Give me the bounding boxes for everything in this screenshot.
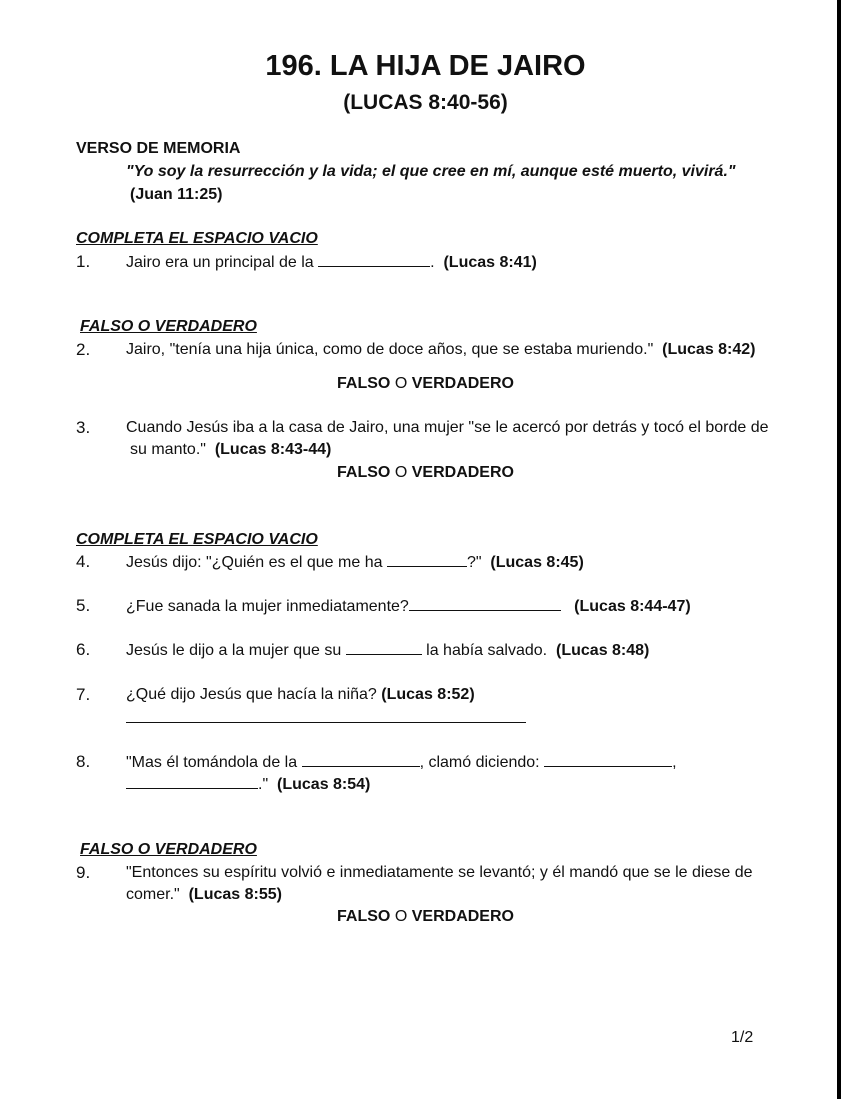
question-8-text: "Mas él tomándola de la: [126, 754, 298, 771]
question-8-ref: (Lucas 8:54): [277, 776, 371, 793]
question-6-text: Jesús le dijo a la mujer que su: [126, 642, 342, 659]
question-9-number: 9.: [76, 863, 91, 882]
section-fill-in-2: COMPLETA EL ESPACIO VACIO: [76, 531, 318, 548]
question-4-after: ?": [466, 554, 482, 571]
question-8-blank-1[interactable]: [302, 753, 420, 767]
question-4-text: Jesús dijo: "¿Quién es el que me ha: [126, 554, 383, 571]
choice-o: O: [394, 464, 408, 481]
question-1-after: .: [430, 254, 435, 271]
question-7-answer-line[interactable]: [126, 722, 526, 723]
question-9-line2-text: comer.": [126, 886, 180, 903]
question-5-number: 5.: [76, 596, 91, 615]
memory-verse-reference: (Juan 11:25): [130, 186, 223, 203]
page-edge-border: [837, 0, 841, 1099]
question-2-text: Jairo, "tenía una hija única, como de doce años, que se estaba muriendo.": [126, 341, 654, 358]
question-5: [126, 597, 691, 616]
question-3-ref: (Lucas 8:43-44): [214, 441, 332, 458]
choice-verdadero: VERDADERO: [411, 464, 514, 481]
question-8-blank-3[interactable]: [126, 775, 258, 789]
question-7: [126, 686, 475, 704]
question-9-true-false[interactable]: [0, 908, 851, 926]
question-1-blank[interactable]: [318, 253, 430, 267]
question-3-line2-text: su manto.": [130, 441, 206, 458]
question-1-text: Jairo era un principal de la: [126, 254, 314, 271]
question-9-line2: [126, 886, 282, 904]
question-9-line1: "Entonces su espíritu volvió e inmediatamente se levantó; y él mandó que se le diese de: [126, 864, 753, 881]
question-5-text: ¿Fue sanada la mujer inmediatamente?: [126, 598, 409, 615]
choice-falso: FALSO: [337, 375, 391, 392]
page-title: 196. LA HIJA DE JAIRO: [265, 50, 586, 82]
section-true-false-1: FALSO O VERDADERO: [80, 318, 257, 335]
question-7-text: ¿Qué dijo Jesús que hacía la niña?: [126, 686, 377, 703]
section-true-false-2: FALSO O VERDADERO: [80, 841, 257, 858]
question-6: [126, 641, 649, 660]
question-2: [126, 341, 756, 359]
section-fill-in-1: COMPLETA EL ESPACIO VACIO: [76, 230, 318, 247]
question-4-number: 4.: [76, 552, 91, 571]
question-6-blank[interactable]: [346, 641, 422, 655]
question-1-ref: (Lucas 8:41): [443, 254, 537, 271]
question-3-number: 3.: [76, 418, 91, 437]
choice-verdadero: VERDADERO: [411, 375, 514, 392]
question-2-true-false[interactable]: [0, 375, 851, 393]
question-8-line2-after: .": [258, 776, 269, 793]
question-4-blank[interactable]: [387, 553, 467, 567]
question-1-number: 1.: [76, 252, 91, 271]
question-7-number: 7.: [76, 685, 91, 704]
choice-falso: FALSO: [337, 908, 391, 925]
question-8-blank-2[interactable]: [544, 753, 672, 767]
question-5-ref: (Lucas 8:44-47): [574, 598, 691, 615]
question-9-ref: (Lucas 8:55): [188, 886, 282, 903]
question-6-ref: (Lucas 8:48): [556, 642, 650, 659]
question-5-blank[interactable]: [409, 597, 561, 611]
question-3-line2: [130, 441, 331, 459]
question-4: [126, 553, 584, 572]
question-8-number: 8.: [76, 752, 91, 771]
question-8-line2: [126, 775, 370, 794]
question-4-ref: (Lucas 8:45): [490, 554, 584, 571]
choice-o: O: [394, 375, 408, 392]
question-6-after: la había salvado.: [426, 642, 548, 659]
page-subtitle: (LUCAS 8:40-56): [343, 91, 508, 114]
memory-verse-label: VERSO DE MEMORIA: [76, 140, 241, 157]
question-3-true-false[interactable]: [0, 464, 851, 482]
choice-o: O: [394, 908, 408, 925]
question-2-number: 2.: [76, 340, 91, 359]
question-8-line1: [126, 753, 677, 772]
question-6-number: 6.: [76, 640, 91, 659]
question-3-line1: Cuando Jesús iba a la casa de Jairo, una mujer "se le acercó por detrás y tocó el borde de: [126, 419, 769, 436]
choice-verdadero: VERDADERO: [411, 908, 514, 925]
question-2-ref: (Lucas 8:42): [662, 341, 756, 358]
memory-verse-text: "Yo soy la resurrección y la vida; el que cree en mí, aunque esté muerto, vivirá.": [126, 163, 736, 180]
question-7-ref: (Lucas 8:52): [381, 686, 475, 703]
question-8-mid: , clamó diciendo:: [419, 754, 540, 771]
question-1: [126, 253, 537, 272]
page-number: 1/2: [731, 1029, 754, 1046]
choice-falso: FALSO: [337, 464, 391, 481]
question-8-after: ,: [672, 754, 677, 771]
